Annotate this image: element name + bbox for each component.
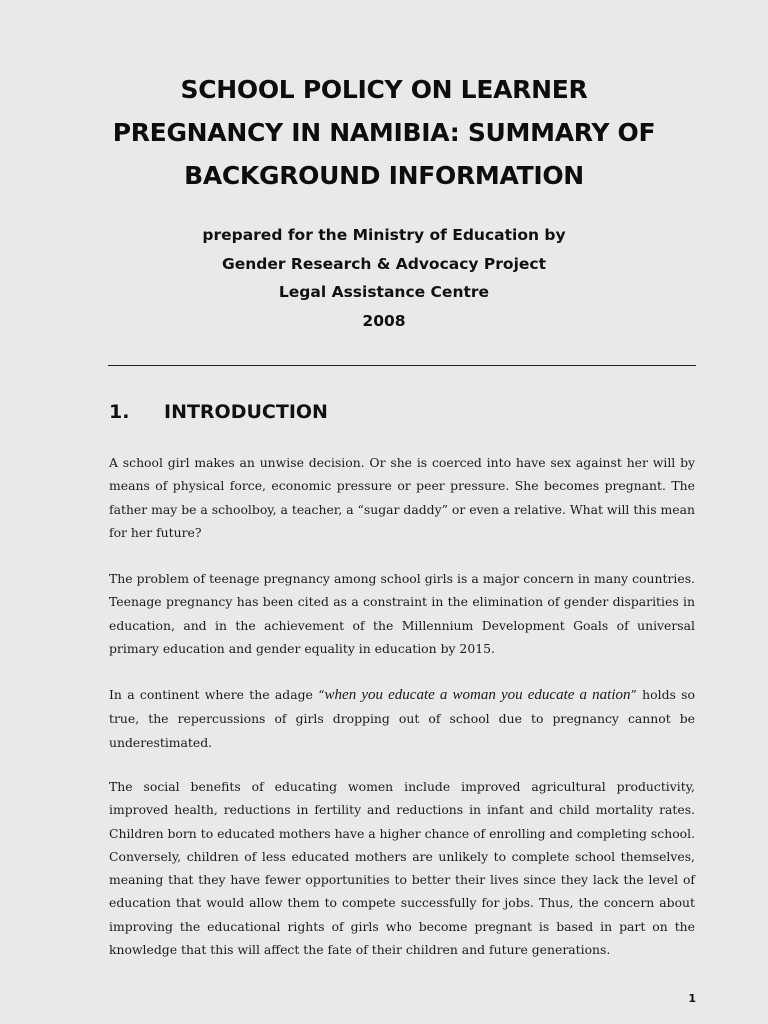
adage-quote: when you educate a woman you educate a nation [324, 687, 631, 703]
paragraph-2: The problem of teenage pregnancy among school girls is a major concern in many countries. Teenage pregnancy has been cited as a constraint in the elimination of gender disparities in education, and in the achievement of the Millennium Development Goals of universal primary education and gender equality in education by 2015. [109, 571, 695, 656]
page-number: 1 [688, 992, 696, 1005]
prepared-for-line: prepared for the Ministry of Education by [202, 226, 566, 244]
paragraph-3 [109, 683, 695, 754]
prepared-by-block [100, 221, 668, 335]
organization-line: Legal Assistance Centre [278, 283, 490, 301]
title-line: SCHOOL POLICY ON LEARNER [180, 75, 588, 104]
year-line: 2008 [362, 311, 406, 330]
project-name-line: Gender Research & Advocacy Project [222, 254, 546, 273]
section-heading [109, 398, 328, 426]
paragraph-3-text-end: ” holds so true, the repercussions of girls dropping out of school due to pregnancy cannot be underestimated. [109, 687, 695, 750]
title-line: PREGNANCY IN NAMIBIA: SUMMARY OF [112, 118, 656, 147]
document-title [100, 68, 668, 197]
paragraph-4: The social benefits of educating women include improved agricultural productivity, improved health, reductions in fertility and reductions in infant and child mortality rates. Children born to educated mothers have a higher chance of enrolling and completing school. Conversely, children of less educated mothers are unlikely to complete school themselves, meaning that they have fewer opportunities to better their lives since they lack the level of education that would allow them to compete successfully for jobs. Thus, the concern about improving the educational rights of girls who become pregnant is based in part on the knowledge that this will affect the fate of their children and future generations. [109, 779, 696, 958]
section-number: 1. [109, 401, 130, 423]
paragraph-1: A school girl makes an unwise decision. Or she is coerced into have sex against her will by means of physical force, economic pressure or peer pressure. She becomes pregnant. The father may be a schoolboy, a teacher, a “sugar daddy” or even a relative. What will this mean for her future? [109, 455, 695, 540]
horizontal-divider [108, 365, 696, 366]
title-line: BACKGROUND INFORMATION [184, 161, 584, 190]
section-title: INTRODUCTION [164, 401, 328, 423]
paragraph-3-text-start: In a continent where the adage “ [109, 687, 325, 702]
